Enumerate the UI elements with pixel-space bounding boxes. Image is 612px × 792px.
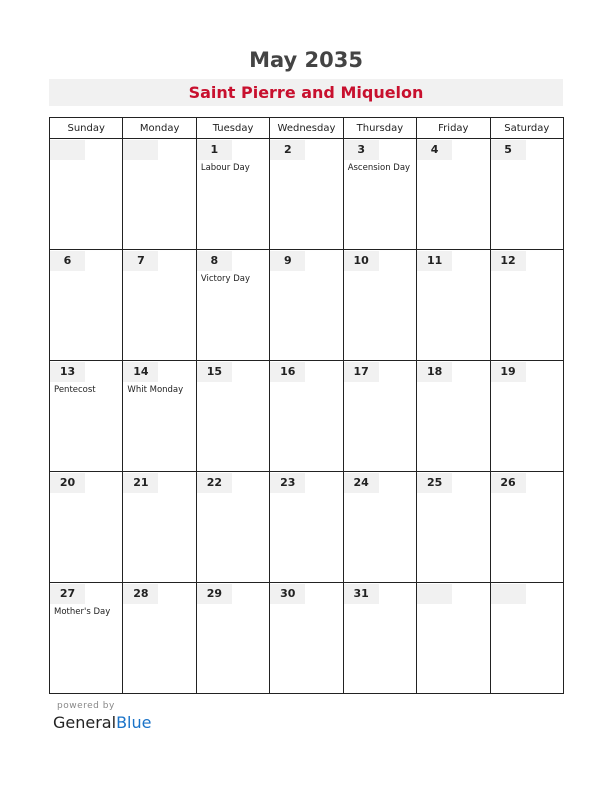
day-number-text: 6	[63, 254, 72, 267]
day-number	[417, 473, 452, 493]
day-number	[270, 140, 305, 160]
day-number	[197, 473, 232, 493]
day-cell	[196, 139, 269, 250]
day-number-text: 9	[283, 254, 292, 267]
day-number	[270, 473, 305, 493]
generalblue-logo	[53, 713, 151, 732]
day-cell	[343, 472, 416, 583]
day-cell	[343, 139, 416, 250]
day-cell	[50, 583, 123, 694]
weekday-monday: Monday	[123, 118, 196, 139]
day-number-text: 1	[210, 143, 219, 156]
day-cell	[343, 250, 416, 361]
day-number	[270, 362, 305, 382]
day-number	[344, 140, 379, 160]
day-number	[344, 584, 379, 604]
brand-general: General	[53, 713, 117, 732]
day-number-text: 17	[353, 365, 369, 378]
day-number-text: 28	[133, 587, 149, 600]
calendar-title: May 2035	[249, 48, 363, 72]
weekday-header-row	[50, 118, 564, 139]
day-number-text: 8	[210, 254, 219, 267]
day-cell	[50, 472, 123, 583]
day-number	[197, 251, 232, 271]
day-number	[417, 251, 452, 271]
day-number	[50, 584, 85, 604]
weekday-sunday: Sunday	[50, 118, 123, 139]
week-row	[50, 361, 564, 472]
holiday-label: Mother's Day	[54, 607, 111, 617]
day-cell	[123, 250, 196, 361]
day-number	[270, 584, 305, 604]
day-number-text: 14	[133, 365, 149, 378]
day-cell	[196, 361, 269, 472]
day-cell	[270, 139, 343, 250]
day-number-text: 24	[353, 476, 369, 489]
day-number-text: 16	[280, 365, 296, 378]
holiday-label: Whit Monday	[127, 385, 184, 395]
day-number	[417, 584, 452, 604]
day-number	[417, 362, 452, 382]
weekday-friday: Friday	[417, 118, 490, 139]
day-number-text: 21	[133, 476, 149, 489]
day-number	[344, 473, 379, 493]
day-number-text: 7	[137, 254, 145, 267]
day-number	[491, 584, 526, 604]
day-number-text: 13	[59, 365, 76, 378]
day-cell	[417, 361, 490, 472]
day-number-text: 5	[504, 143, 512, 156]
day-number-text: 26	[500, 476, 516, 489]
day-number	[417, 140, 452, 160]
day-cell	[417, 472, 490, 583]
day-cell	[343, 583, 416, 694]
brand-blue: Blue	[116, 713, 152, 732]
weekday-thursday: Thursday	[343, 118, 416, 139]
day-number	[123, 473, 158, 493]
day-cell	[50, 361, 123, 472]
day-number-text: 18	[426, 365, 443, 378]
holiday-label: Pentecost	[54, 385, 96, 395]
day-number-text: 30	[280, 587, 296, 600]
day-cell	[196, 472, 269, 583]
day-number	[123, 251, 158, 271]
day-number-text: 29	[206, 587, 222, 600]
day-cell	[417, 139, 490, 250]
day-number	[123, 140, 158, 160]
weekday-saturday: Saturday	[490, 118, 563, 139]
day-number	[344, 362, 379, 382]
day-number-text: 11	[426, 254, 443, 267]
day-number	[344, 251, 379, 271]
powered-by-text: powered by	[57, 701, 115, 711]
day-number	[123, 362, 158, 382]
calendar-grid	[49, 117, 564, 694]
day-number-text: 23	[280, 476, 296, 489]
day-number	[50, 140, 85, 160]
day-number-text: 12	[500, 254, 516, 267]
day-cell	[490, 139, 563, 250]
empty-day-cell	[123, 139, 196, 250]
day-number-text: 31	[353, 587, 369, 600]
day-number-text: 4	[430, 143, 439, 156]
day-number	[197, 140, 232, 160]
region-banner: Saint Pierre and Miquelon	[49, 79, 563, 106]
day-number-text: 15	[206, 365, 222, 378]
empty-day-cell	[417, 583, 490, 694]
day-cell	[490, 361, 563, 472]
day-number	[491, 140, 526, 160]
day-number	[50, 473, 85, 493]
week-row	[50, 583, 564, 694]
day-cell	[196, 250, 269, 361]
day-number	[270, 251, 305, 271]
day-number	[50, 251, 85, 271]
day-number-text: 27	[59, 587, 76, 600]
weekday-wednesday: Wednesday	[270, 118, 343, 139]
day-number-text: 19	[500, 365, 516, 378]
week-row	[50, 250, 564, 361]
day-cell	[490, 472, 563, 583]
day-number-text: 10	[353, 254, 369, 267]
day-number	[197, 584, 232, 604]
day-number	[197, 362, 232, 382]
holiday-label: Victory Day	[200, 274, 251, 284]
day-cell	[50, 250, 123, 361]
empty-day-cell	[490, 583, 563, 694]
day-cell	[270, 583, 343, 694]
day-number	[491, 473, 526, 493]
day-cell	[343, 361, 416, 472]
day-cell	[417, 250, 490, 361]
day-number	[123, 584, 158, 604]
day-cell	[123, 583, 196, 694]
day-cell	[270, 250, 343, 361]
day-number-text: 2	[283, 143, 292, 156]
weekday-tuesday: Tuesday	[196, 118, 269, 139]
day-cell	[490, 250, 563, 361]
day-cell	[123, 361, 196, 472]
holiday-label: Ascension Day	[347, 163, 411, 173]
holiday-label: Labour Day	[200, 163, 250, 173]
day-cell	[123, 472, 196, 583]
day-cell	[196, 583, 269, 694]
empty-day-cell	[50, 139, 123, 250]
day-cell	[270, 472, 343, 583]
day-number-text: 3	[357, 143, 366, 156]
day-number-text: 25	[426, 476, 443, 489]
day-number-text: 22	[206, 476, 222, 489]
day-number	[50, 362, 85, 382]
week-row	[50, 139, 564, 250]
day-number	[491, 362, 526, 382]
week-row	[50, 472, 564, 583]
day-cell	[270, 361, 343, 472]
day-number-text: 20	[59, 476, 76, 489]
day-number	[491, 251, 526, 271]
